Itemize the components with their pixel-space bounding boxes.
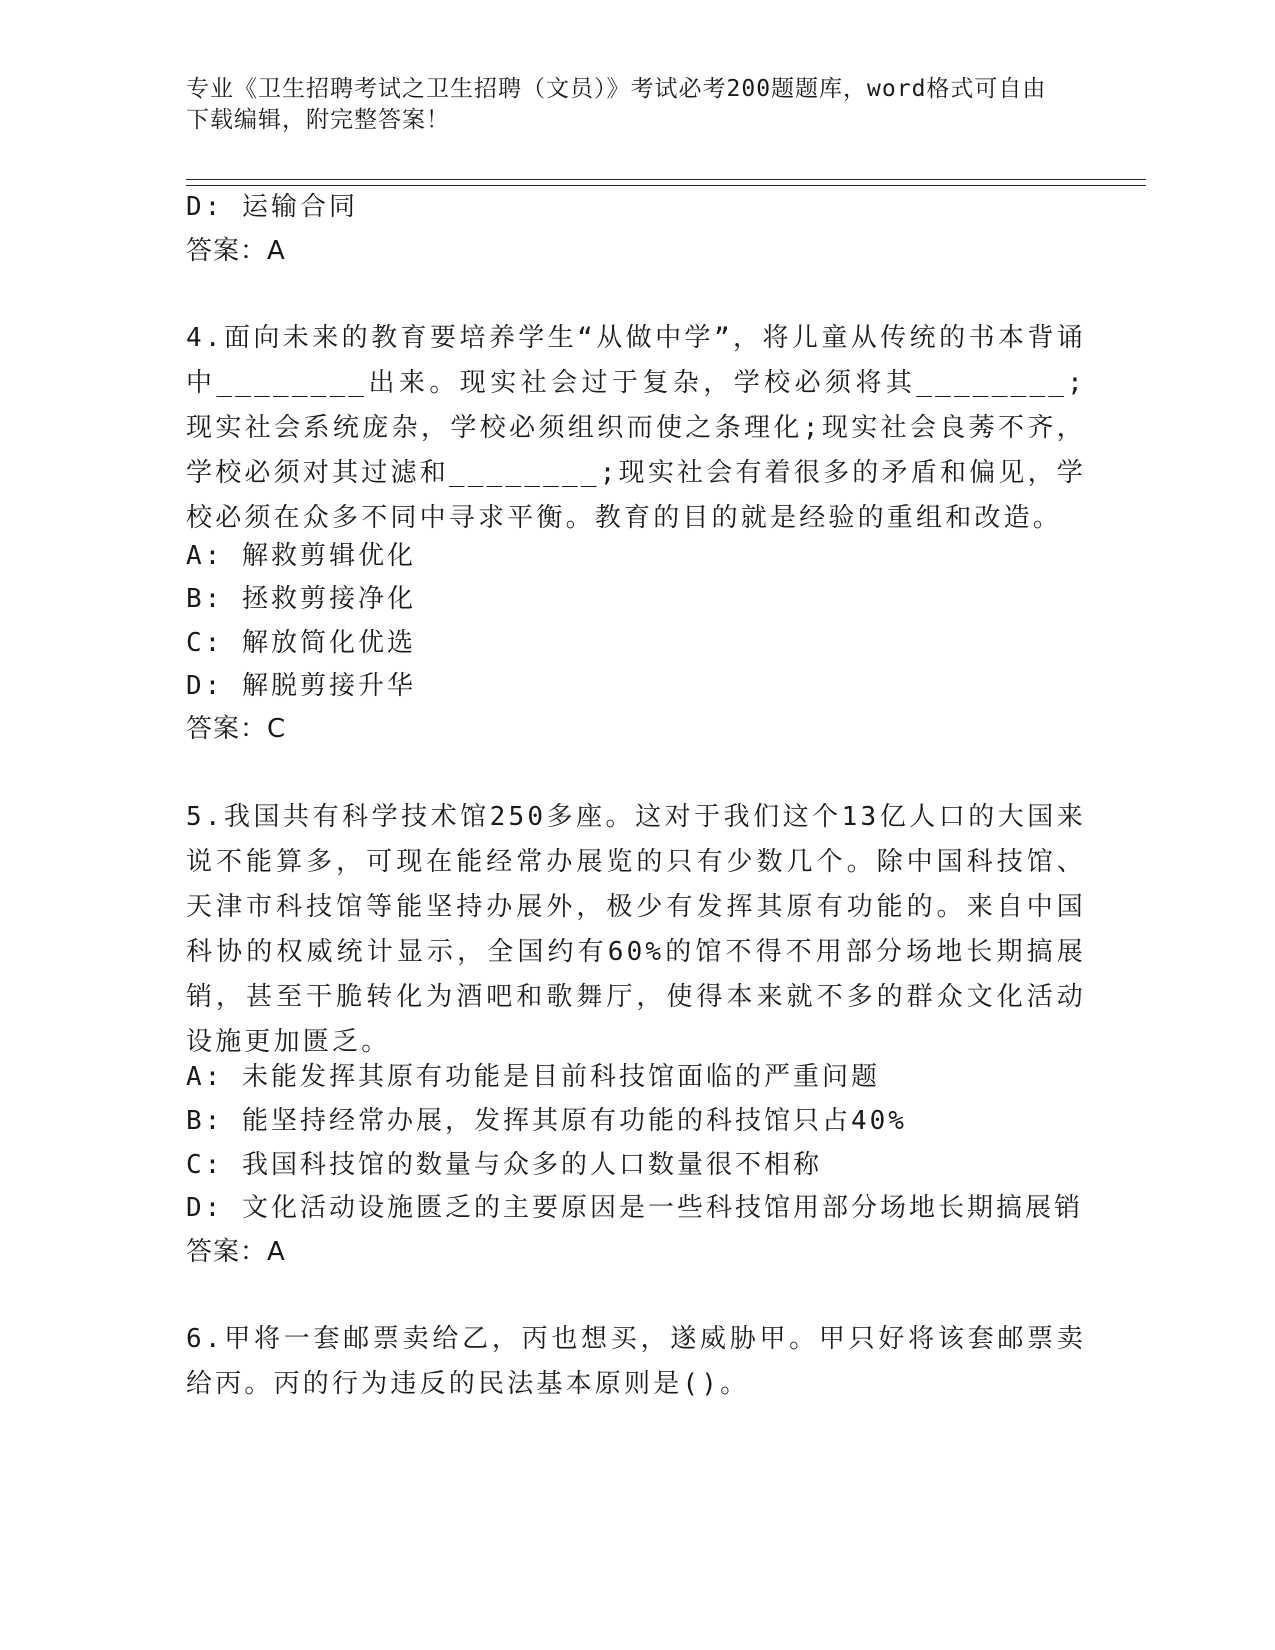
q4-answer: 答案：C — [186, 714, 287, 744]
q5-option-d: D: 文化活动设施匮乏的主要原因是一些科技馆用部分场地长期搞展销 — [186, 1193, 1083, 1223]
q4-option-b: B: 拯救剪接净化 — [186, 584, 416, 614]
q5-option-a: A: 未能发挥其原有功能是目前科技馆面临的严重问题 — [186, 1062, 880, 1092]
header-divider — [186, 179, 1146, 186]
q5-answer: 答案：A — [186, 1237, 286, 1267]
q6-stem: 6.甲将一套邮票卖给乙，丙也想买，遂威胁甲。甲只好将该套邮票卖给丙。丙的行为违反的民法基本原则是()。 — [186, 1324, 1086, 1399]
q4-stem: 4.面向未来的教育要培养学生“从做中学”，将儿童从传统的书本背诵中________出来。现实社会过于复杂，学校必须将其________;现实社会系统庞杂，学校必须组织而使之条理化;现实社会良莠不齐，学校必须对其过滤和________;现实社会有着很多的矛盾和偏见，学校必须在众多不同中寻求平衡。教育的目的就是经验的重组和改造。 — [186, 323, 1086, 533]
document-page — [186, 0, 1146, 1650]
q3-option-d: D: 运输合同 — [186, 192, 358, 222]
q4-option-c: C: 解放简化优选 — [186, 628, 416, 658]
document-header: 专业《卫生招聘考试之卫生招聘（文员）》考试必考200题题库，word格式可自由下载编辑，附完整答案！ — [186, 76, 1047, 133]
q5-option-c: C: 我国科技馆的数量与众多的人口数量很不相称 — [186, 1150, 822, 1180]
q3-answer: 答案：A — [186, 236, 286, 266]
q5-option-b: B: 能坚持经常办展，发挥其原有功能的科技馆只占40% — [186, 1106, 907, 1136]
q4-option-d: D: 解脱剪接升华 — [186, 671, 416, 701]
q5-stem: 5.我国共有科学技术馆250多座。这对于我们这个13亿人口的大国来说不能算多，可现在能经常办展览的只有少数几个。除中国科技馆、天津市科技馆等能坚持办展外，极少有发挥其原有功能的。来自中国科协的权威统计显示，全国约有60%的馆不得不用部分场地长期搞展销，甚至干脆转化为酒吧和歌舞厅，使得本来就不多的群众文化活动设施更加匮乏。 — [186, 802, 1086, 1057]
q4-option-a: A: 解救剪辑优化 — [186, 541, 416, 571]
